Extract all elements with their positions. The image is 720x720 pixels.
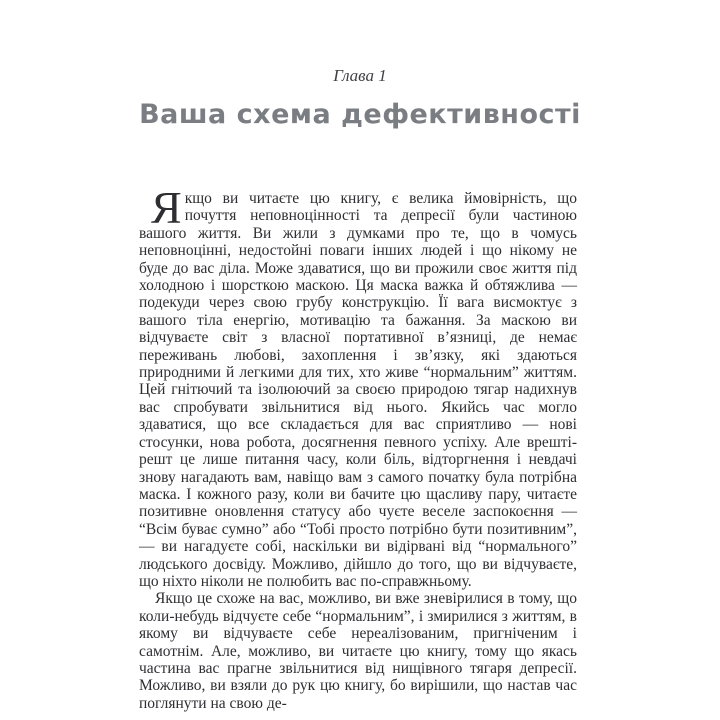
chapter-label: Глава 1 — [333, 66, 387, 85]
body-text — [139, 182, 577, 712]
paragraph-second-text: Якщо це схоже на вас, можливо, ви вже зневірилися в тому, що коли-небудь відчуєте себе “нормальним”, і змирилися з життям, в якому ви відчуваєте себе нереалізованим, пригніченим і самотнім. Але, можливо, ви читаєте цю книгу, тому що якась частина вас прагне звільнитися від нищівного тягаря депресії. Можливо, ви взяли до рук цю книгу, бо вирішили, що настав час поглянути на свою де- — [139, 590, 577, 712]
drop-cap: Я — [151, 182, 182, 233]
paragraph-first-text: кщо ви читаєте цю книгу, є велика ймовірність, що почуття неповноцінності та депресії були частиною вашого життя. Ви жили з думками про те, що в чомусь неповноцінні, недостойні поваги інших людей і що нікому не буде до вас діла. Може здаватися, що ви прожили своє життя під холодною і шорсткою маскою. Ця маска важка й обтяжлива — подекуди через свою грубу конструкцію. Її вага висмоктує з вашого тіла енергію, мотивацію та бажання. За маскою ви відчуваєте світ з власної портативної в’язниці, де немає переживань любові, захоплення і зв’язку, які здаються природними й легкими для тих, хто живе “нормальним” життям. Цей гнітючий та ізолюючий за своєю природою тягар надихнув вас спробувати звільнитися від нього. Якийсь час могло здаватися, що все складається для вас сприятливо — нові стосунки, нова робота, досягнення певного успіху. Але врешті-решт це лише питання часу, коли біль, відторгнення і невдачі знову нагадають вам, навіщо вам з самого початку була потрібна маска. І кожного разу, коли ви бачите цю щасливу пару, читаєте позитивне оновлення статусу або чуєте веселе заспокоєння — “Всім буває сумно” або “Тобі просто потрібно бути позитивним”, — ви нагадуєте собі, наскільки ви відірвані від “нормального” людського досвіду. Можливо, дійшло до того, що ви відчуваєте, що ніхто ніколи не полюбить вас по-справжньому. — [139, 190, 577, 590]
chapter-title: Ваша схема дефективності — [139, 99, 581, 130]
paragraph-second — [139, 590, 577, 712]
paragraph-first — [139, 182, 577, 590]
